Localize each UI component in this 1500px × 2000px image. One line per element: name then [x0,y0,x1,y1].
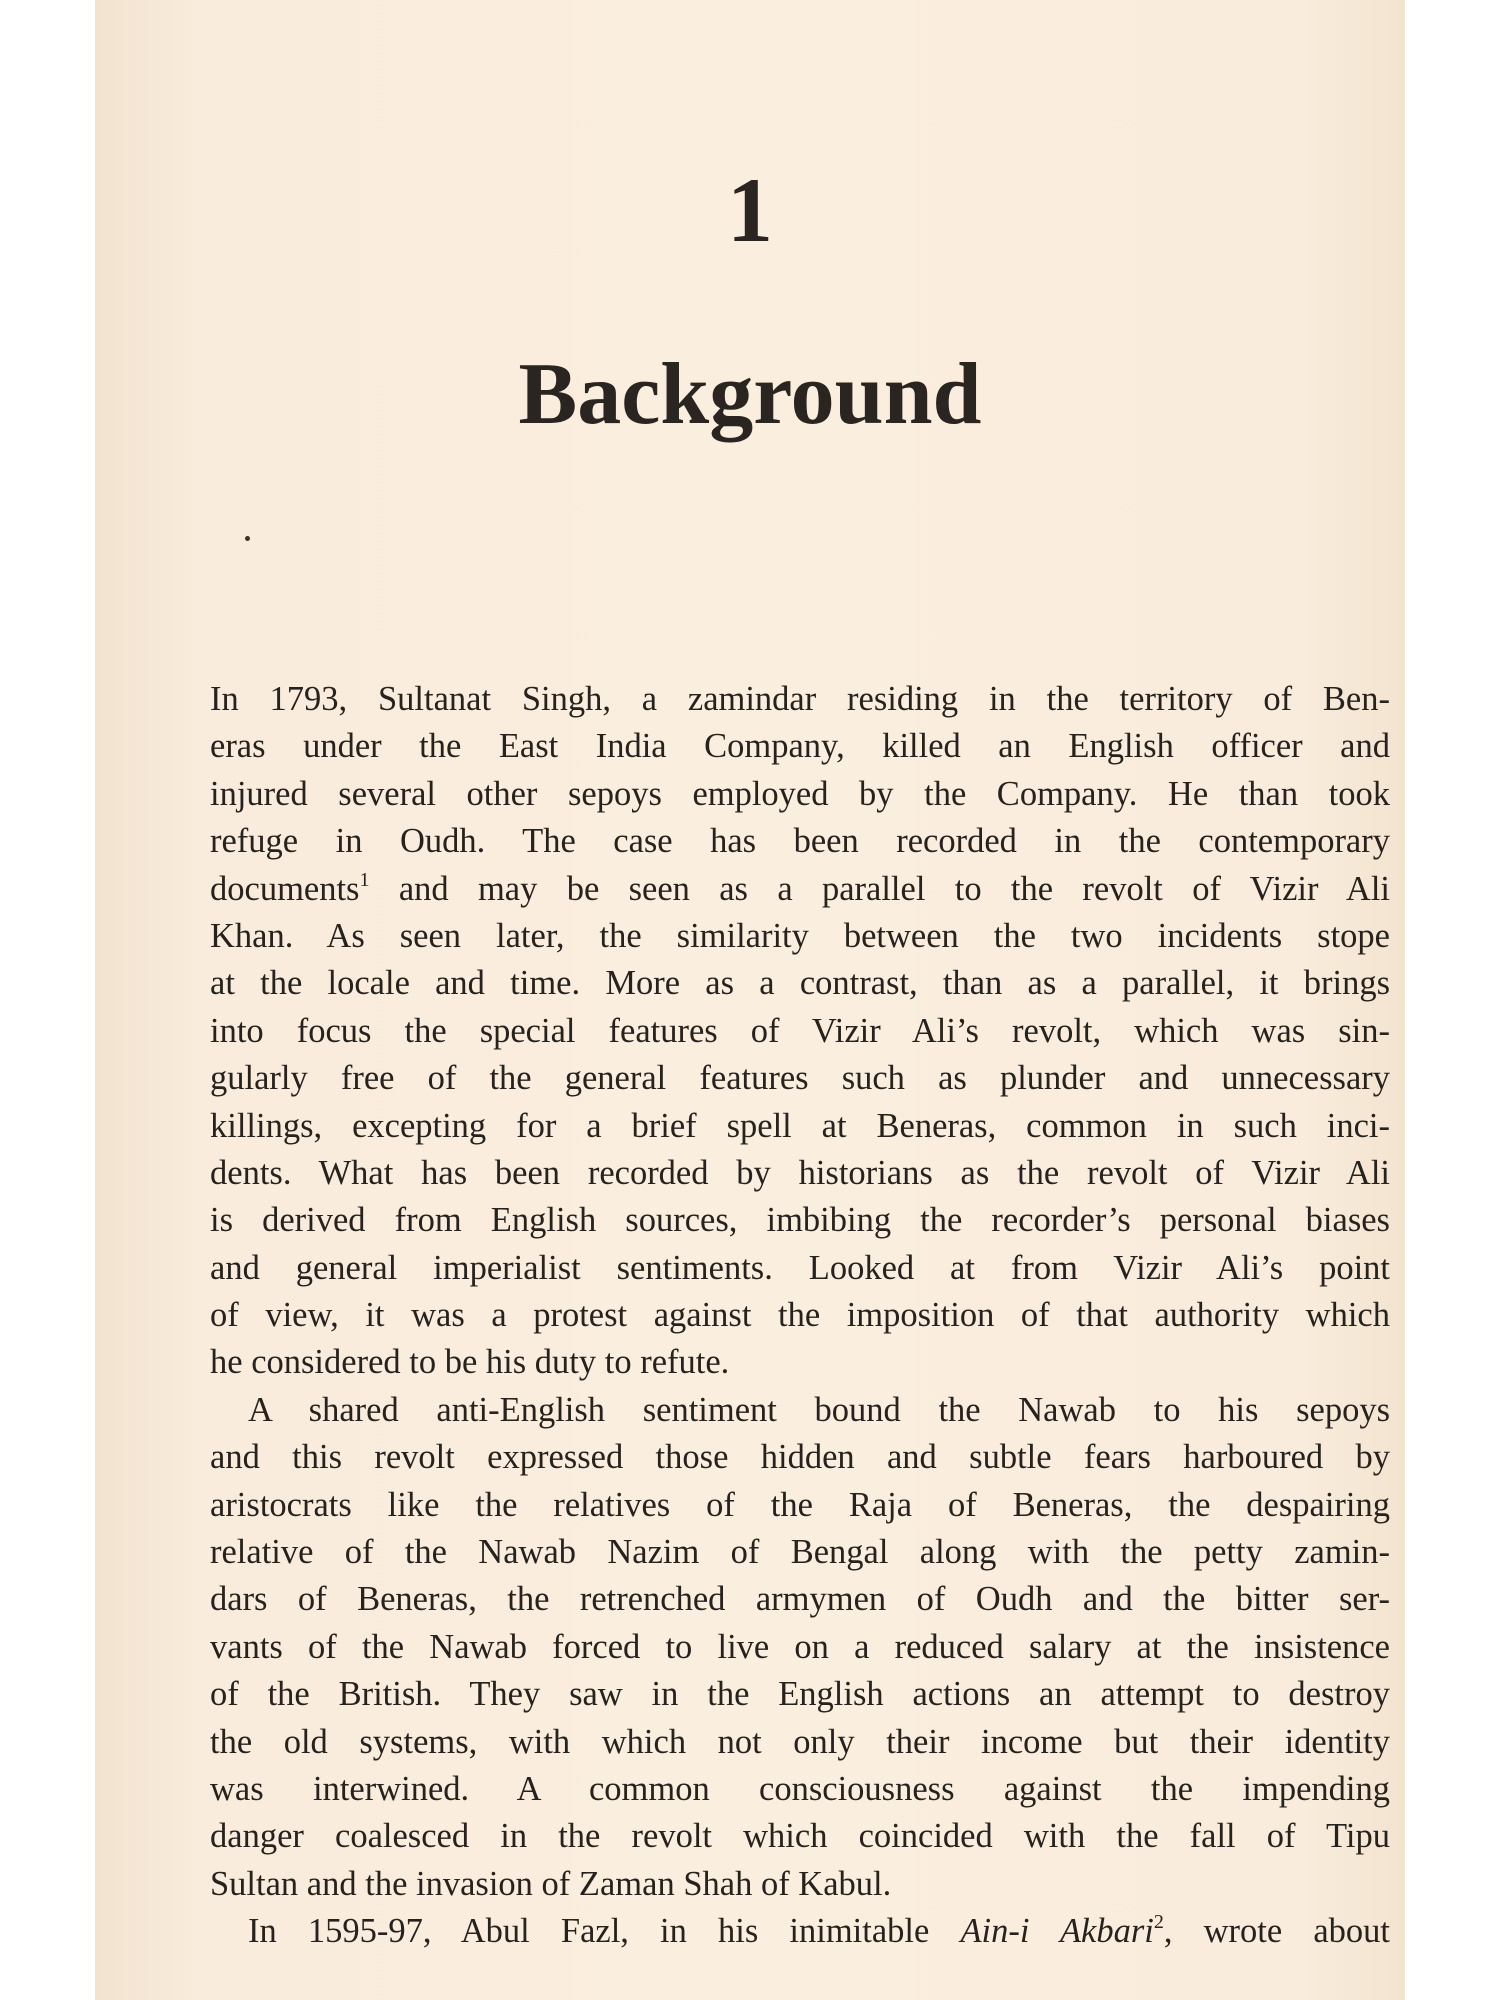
chapter-title-text: Background [518,346,982,443]
text-line: aristocrats like the relatives of the Raja of Beneras, the despairing [210,1485,1390,1524]
text-line: relative of the Nawab Nazim of Bengal along with the petty zamin- [210,1533,1390,1572]
text-line: of the British. They saw in the English actions an attempt to destroy [210,1675,1390,1714]
text-line: the old systems, with which not only their income but their identity [210,1722,1390,1761]
text-line: of view, it was a protest against the imposition of that authority which [210,1296,1390,1335]
book-title-italic: Ain-i Akbari [960,1912,1154,1951]
text-line: gularly free of the general features such as plunder and unnecessary [210,1059,1390,1098]
footnote-ref-1: 1 [359,868,370,891]
text-line: Sultan and the invasion of Zaman Shah of Kabul. [210,1864,892,1903]
text-line: injured several other sepoys employed by the Company. He than took [210,774,1390,813]
text-segment: and may be seen as a parallel to the revolt of Vizir Ali [369,869,1390,908]
chapter-number: 1 [727,159,773,261]
text-line: was interwined. A common consciousness against the impending [210,1769,1390,1808]
text-line: vants of the Nawab forced to live on a reduced salary at the insistence [210,1627,1390,1666]
text-line [210,1908,1390,1955]
chapter-title [95,345,1405,445]
text-line: Khan. As seen later, the similarity between the two incidents stope [210,916,1390,955]
text-line: at the locale and time. More as a contrast, than as a parallel, it brings [210,964,1390,1003]
text-line: dents. What has been recorded by historians as the revolt of Vizir Ali [210,1153,1390,1192]
text-line: In 1793, Sultanat Singh, a zamindar residing in the territory of Ben- [210,680,1390,718]
paragraph-3 [210,1908,1390,1955]
body-text [210,676,1390,1956]
book-page [95,0,1405,2000]
text-line: A shared anti-English sentiment bound the Nawab to his sepoys [248,1390,1390,1429]
text-line: refuge in Oudh. The case has been recorded in the contemporary [210,822,1390,861]
text-segment: documents [210,869,360,908]
text-line: eras under the East India Company, killed an English officer and [210,727,1390,766]
text-line: into focus the special features of Vizir Ali’s revolt, which was sin- [210,1011,1390,1050]
text-line: killings, excepting for a brief spell at Beneras, common in such inci- [210,1106,1390,1145]
text-line: he considered to be his duty to refute. [210,1343,730,1382]
text-line: dars of Beneras, the retrenched armymen of Oudh and the bitter ser- [210,1580,1390,1619]
text-line [210,866,1390,913]
text-line: and general imperialist sentiments. Looked at from Vizir Ali’s point [210,1248,1390,1287]
footnote-ref-2: 2 [1153,1911,1164,1934]
text-line: danger coalesced in the revolt which coincided with the fall of Tipu [210,1817,1390,1856]
paragraph-1 [210,676,1390,1387]
text-line: is derived from English sources, imbibing the recorder’s personal biases [210,1201,1390,1240]
print-speck [245,536,250,541]
paragraph-2 [210,1387,1390,1908]
text-segment: , wrote about [1163,1912,1390,1951]
text-line: and this revolt expressed those hidden and subtle fears harboured by [210,1438,1390,1477]
text-segment: In 1595-97, Abul Fazl, in his inimitable [248,1912,961,1951]
